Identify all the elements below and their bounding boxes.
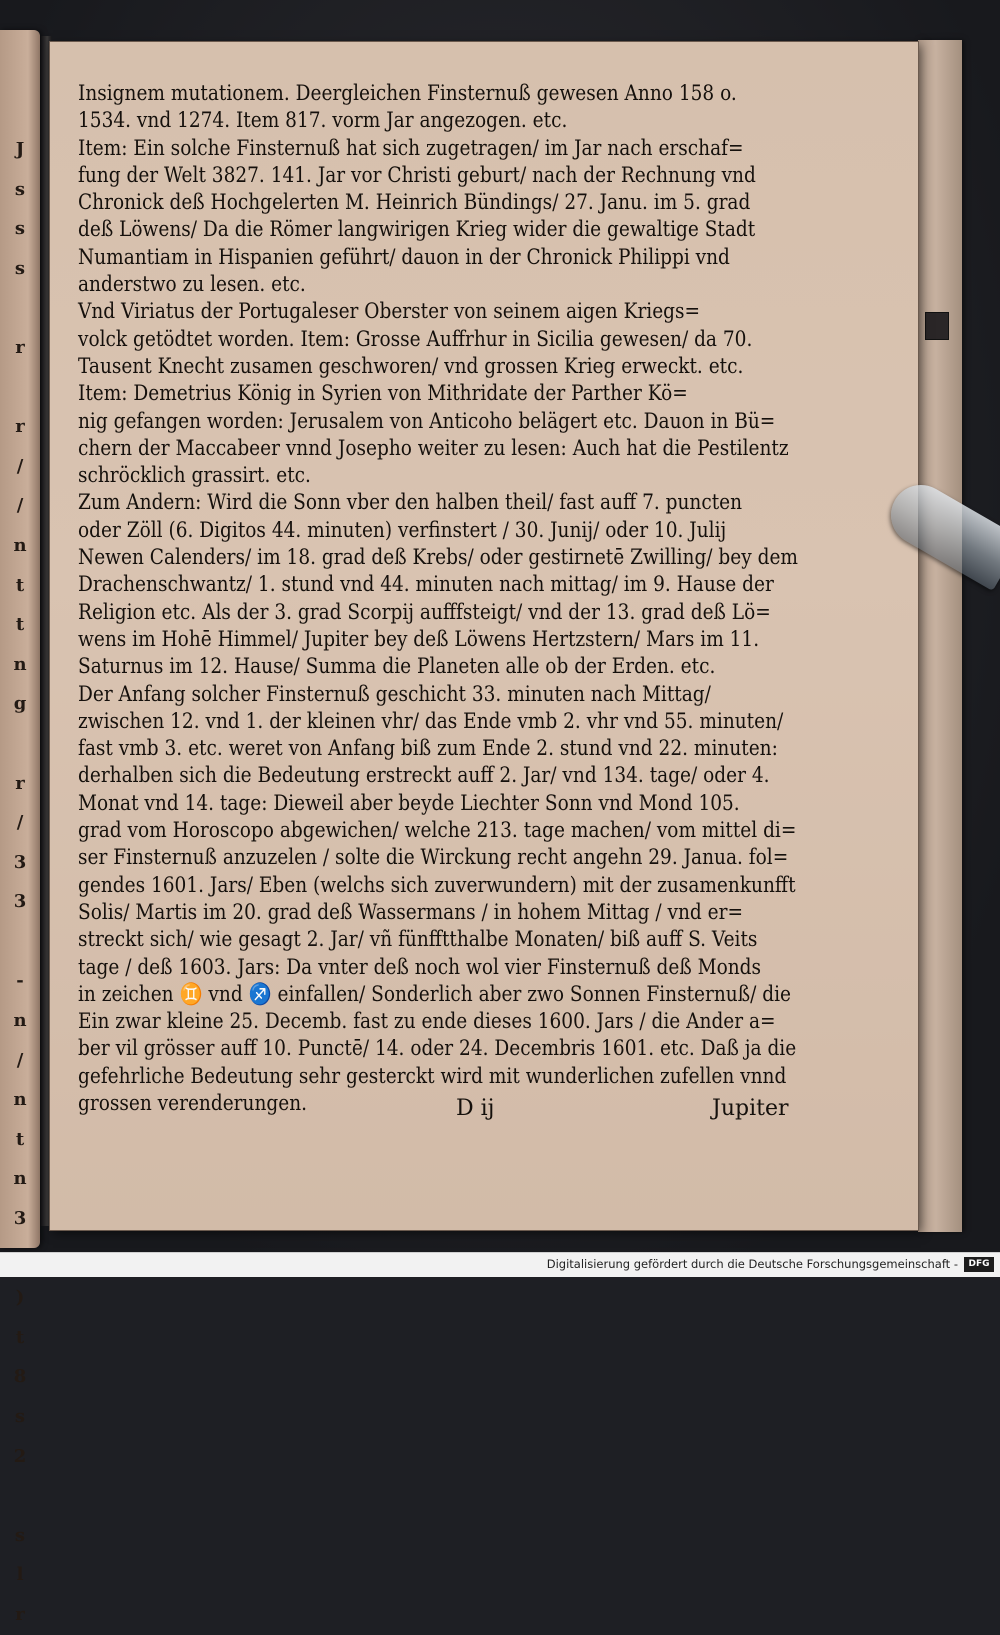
text-line: in zeichen ♊ vnd ♐ einfallen/ Sonderlich aber zwo Sonnen Finsternuß/ die bbox=[78, 981, 791, 1006]
text-line: oder Zöll (6. Digitos 44. minuten) verfinstert / 30. Junij/ oder 10. Julij bbox=[78, 517, 727, 542]
text-line: ber vil grösser auff 10. Punctē/ 14. oder 24. Decembris 1601. etc. Daß ja die bbox=[78, 1036, 797, 1061]
text-line: anderstwo zu lesen. etc. bbox=[78, 272, 306, 297]
text-line: schröcklich grassirt. etc. bbox=[78, 463, 311, 488]
text-line: Chronick deß Hochgelerten M. Heinrich Bündings/ 27. Janu. im 5. grad bbox=[78, 190, 751, 215]
catchword: Jupiter bbox=[712, 1096, 789, 1121]
text-line: zwischen 12. vnd 1. der kleinen vhr/ das Ende vmb 2. vhr vnd 55. minuten/ bbox=[78, 708, 784, 733]
text-line: gefehrliche Bedeutung sehr gesterckt wird mit wunderlichen zufellen vnnd bbox=[78, 1063, 787, 1088]
credit-bar bbox=[0, 1252, 1000, 1277]
text-line: Tausent Knecht zusamen geschworen/ vnd grossen Krieg erweckt. etc. bbox=[78, 353, 744, 378]
page-footer bbox=[78, 1096, 818, 1130]
text-line: Der Anfang solcher Finsternuß geschicht 33. minuten nach Mittag/ bbox=[78, 681, 711, 706]
text-line: 1534. vnd 1274. Item 817. vorm Jar angezogen. etc. bbox=[78, 108, 568, 133]
text-line: wens im Hohē Himmel/ Jupiter bey deß Löwens Hertzstern/ Mars im 11. bbox=[78, 626, 760, 651]
text-line: nig gefangen worden: Jerusalem von Anticoho belägert etc. Dauon in Bü= bbox=[78, 408, 776, 433]
text-line: Item: Demetrius König in Syrien von Mithridate der Parther Kö= bbox=[78, 381, 688, 406]
text-line: grad vom Horoscopo abgewichen/ welche 213. tage machen/ vom mittel di= bbox=[78, 818, 797, 843]
text-line: chern der Maccabeer vnnd Josepho weiter zu lesen: Auch hat die Pestilentz bbox=[78, 435, 789, 460]
text-line: grossen verenderungen. bbox=[78, 1090, 308, 1115]
text-line: Item: Ein solche Finsternuß hat sich zugetragen/ im Jar nach erschaf= bbox=[78, 135, 744, 160]
text-line: streckt sich/ wie gesagt 2. Jar/ vñ fünfftthalbe Monaten/ biß auff S. Veits bbox=[78, 927, 758, 952]
text-line: derhalben sich die Bedeutung erstreckt auff 2. Jar/ vnd 134. tage/ oder 4. bbox=[78, 763, 770, 788]
text-line: tage / deß 1603. Jars: Da vnter deß noch wol vier Finsternuß deß Monds bbox=[78, 954, 762, 979]
facing-page-text: J s s s r r / / n t t n g r / 3 3 - n / n t n 3 ) t 8 s 2 s l r bbox=[13, 139, 27, 1625]
text-line: deß Löwens/ Da die Römer langwirigen Krieg wider die gewaltige Stadt bbox=[78, 217, 756, 242]
page-clip bbox=[925, 312, 949, 340]
text-line: Numantiam in Hispanien geführt/ dauon in der Chronick Philippi vnd bbox=[78, 244, 730, 269]
signature-mark: D ij bbox=[456, 1096, 495, 1121]
dfg-logo: DFG bbox=[964, 1257, 994, 1272]
text-line: volck getödtet worden. Item: Grosse Auffrhur in Sicilia gewesen/ da 70. bbox=[78, 326, 753, 351]
text-line: Newen Calenders/ im 18. grad deß Krebs/ oder gestirnetē Zwilling/ bey dem bbox=[78, 545, 798, 570]
text-line: Zum Andern: Wird die Sonn vber den halben theil/ fast auff 7. puncten bbox=[78, 490, 743, 515]
text-line: Vnd Viriatus der Portugaleser Oberster von seinem aigen Kriegs= bbox=[78, 299, 701, 324]
text-line: Solis/ Martis im 20. grad deß Wassermans / in hohem Mittag / vnd er= bbox=[78, 899, 744, 924]
text-line: ser Finsternuß anzuzelen / solte die Wirckung recht angehn 29. Janua. fol= bbox=[78, 845, 789, 870]
text-line: Religion etc. Als der 3. grad Scorpij aufffsteigt/ vnd der 13. grad deß Lö= bbox=[78, 599, 771, 624]
text-line: Monat vnd 14. tage: Dieweil aber beyde Liechter Sonn vnd Mond 105. bbox=[78, 790, 740, 815]
text-line: fung der Welt 3827. 141. Jar vor Christi geburt/ nach der Rechnung vnd bbox=[78, 162, 756, 187]
page-stack-edge bbox=[918, 40, 962, 1232]
page-text bbox=[78, 80, 798, 1117]
text-line: Ein zwar kleine 25. Decemb. fast zu ende dieses 1600. Jars / die Ander a= bbox=[78, 1009, 776, 1034]
text-line: gendes 1601. Jars/ Eben (welchs sich zuverwundern) mit der zusamenkunfft bbox=[78, 872, 796, 897]
credit-text: Digitalisierung gefördert durch die Deutsche Forschungsgemeinschaft - bbox=[546, 1257, 958, 1271]
text-line: Drachenschwantz/ 1. stund vnd 44. minuten nach mittag/ im 9. Hause der bbox=[78, 572, 774, 597]
text-line: Saturnus im 12. Hause/ Summa die Planeten alle ob der Erden. etc. bbox=[78, 654, 716, 679]
facing-page-edge bbox=[0, 30, 40, 1625]
text-line: Insignem mutationem. Deergleichen Finsternuß gewesen Anno 158 o. bbox=[78, 81, 737, 105]
text-line: fast vmb 3. etc. weret von Anfang biß zum Ende 2. stund vnd 22. minuten: bbox=[78, 736, 778, 761]
